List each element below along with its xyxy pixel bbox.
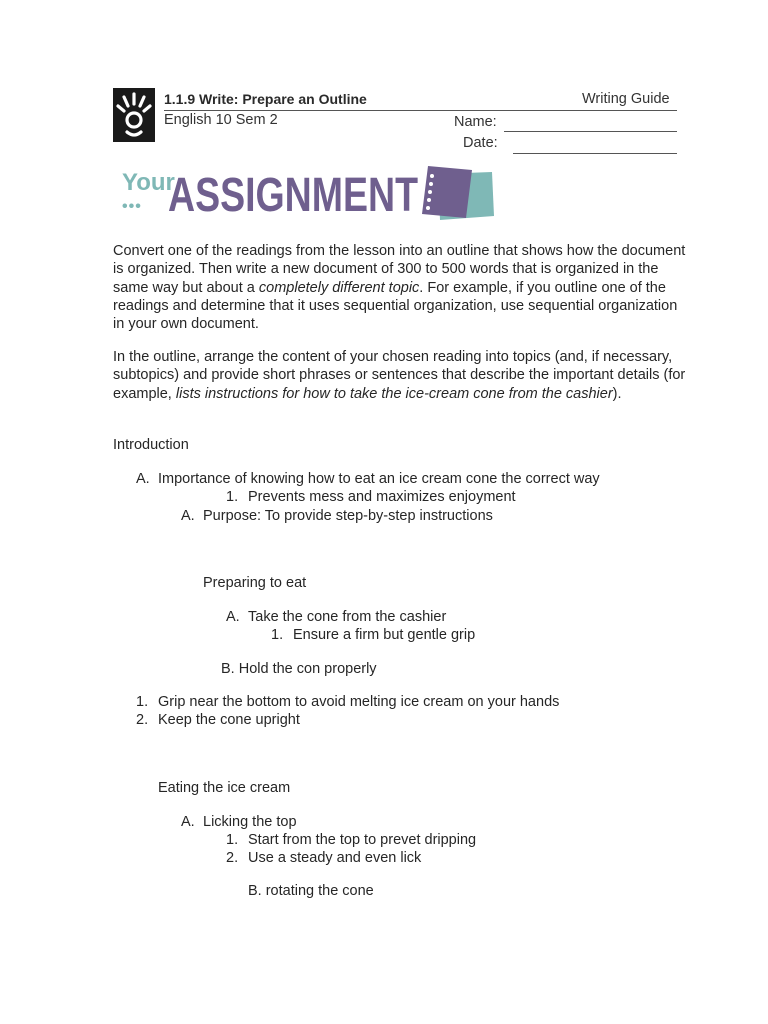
- outline-item: Use a steady and even lick: [248, 850, 422, 866]
- instructions-paragraph-2: [113, 348, 688, 403]
- outline-item: B. rotating the cone: [248, 883, 374, 899]
- outline-item: Take the cone from the cashier: [248, 609, 447, 625]
- outline-item: Start from the top to prevet dripping: [248, 832, 477, 848]
- outline-heading-eating: Eating the ice cream: [158, 780, 291, 796]
- outline-item: Purpose: To provide step-by-step instructions: [203, 508, 493, 524]
- outline-item: Ensure a firm but gentle grip: [293, 627, 476, 643]
- date-field-line: [513, 153, 677, 154]
- banner-assignment-text: ASSIGNMENT: [168, 169, 418, 222]
- your-assignment-banner: [120, 160, 500, 226]
- outline-marker: 1.: [226, 489, 239, 505]
- outline-item: Keep the cone upright: [158, 712, 300, 728]
- date-label: Date:: [463, 135, 498, 151]
- outline-item: Grip near the bottom to avoid melting ice cream on your hands: [158, 694, 560, 710]
- notebook-icon: [422, 166, 494, 220]
- outline-marker: 2.: [226, 850, 239, 866]
- p1-text-b: . For example, if you outline one of the readings and determine that it uses sequential organization, use sequential organization in your own document.: [113, 279, 678, 333]
- p2-text-b: ).: [612, 385, 622, 402]
- outline-marker: 1.: [226, 832, 239, 848]
- logo-icon: [113, 88, 155, 142]
- outline-heading-introduction: Introduction: [113, 437, 189, 453]
- assignment-title: 1.1.9 Write: Prepare an Outline: [164, 91, 367, 107]
- p1-text-a: Convert one of the readings from the lesson into an outline that shows how the document is organized. Then write a new document of 300 to 500 words that is organized in the same way but about a: [113, 243, 686, 296]
- banner-dots: •••: [122, 198, 142, 215]
- outline-marker: A.: [181, 814, 195, 830]
- name-label: Name:: [454, 114, 497, 130]
- outline-item: B. Hold the con properly: [221, 661, 377, 677]
- outline-marker: 2.: [136, 712, 149, 728]
- banner-your-text: Your: [122, 169, 175, 196]
- outline-marker: 1.: [271, 627, 284, 643]
- course-name: English 10 Sem 2: [164, 112, 278, 128]
- outline-marker: A.: [181, 508, 195, 524]
- p2-emphasis: lists instructions for how to take the ice-cream cone from the cashier: [175, 385, 613, 402]
- p2-text-a: In the outline, arrange the content of your chosen reading into topics (and, if necessary, subtopics) and provide short phrases or sentences that describe the important details (for example,: [113, 349, 686, 402]
- header-divider: [164, 110, 677, 111]
- outline-heading-preparing: Preparing to eat: [203, 575, 307, 591]
- instructions-paragraph-1: [113, 242, 688, 333]
- outline-item: Licking the top: [203, 814, 297, 830]
- outline-marker: 1.: [136, 694, 149, 710]
- writing-guide-label: Writing Guide: [582, 91, 670, 107]
- outline-marker: A.: [136, 471, 150, 487]
- name-field-line: [504, 131, 677, 132]
- outline-marker: A.: [226, 609, 240, 625]
- p1-emphasis: completely different topic: [258, 279, 420, 296]
- outline-item: Prevents mess and maximizes enjoyment: [248, 489, 516, 505]
- outline-item: Importance of knowing how to eat an ice cream cone the correct way: [158, 471, 600, 487]
